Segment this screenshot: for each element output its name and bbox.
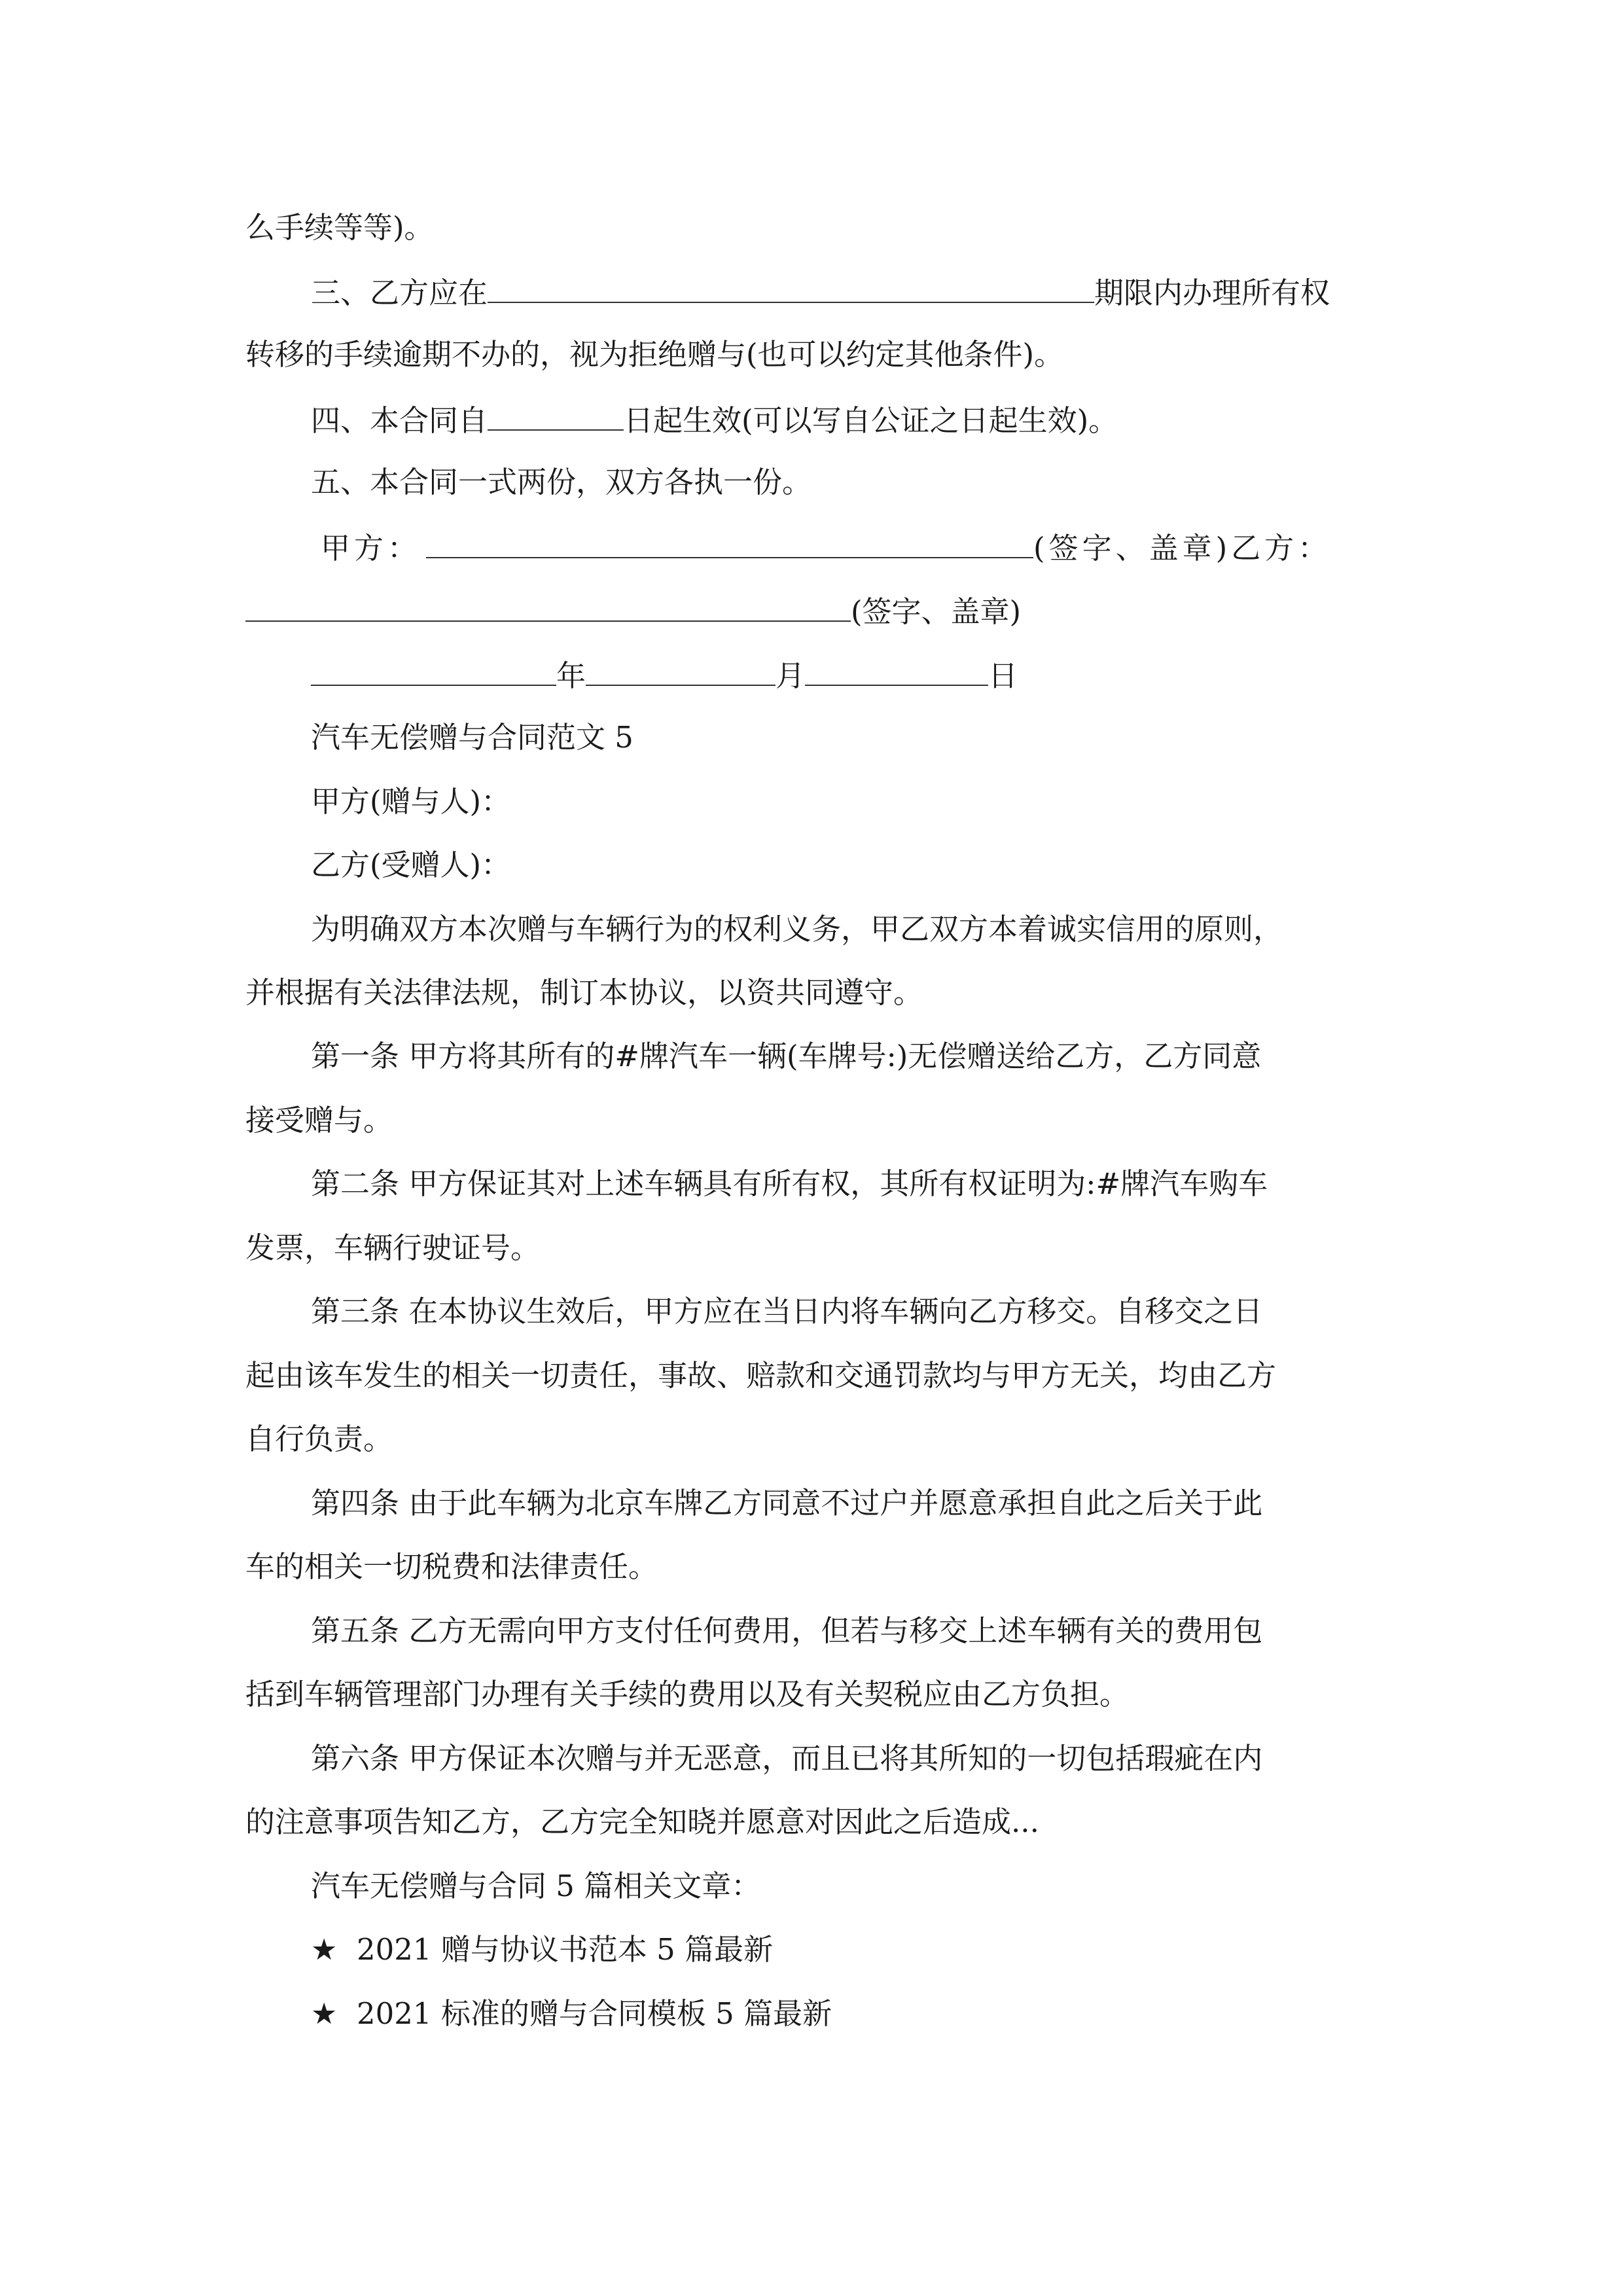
party-b-heading: 乙方(受赠人)： <box>311 848 511 882</box>
article-two: 第二条 甲方保证其对上述车辆具有所有权，其所有权证明为:#牌汽车购车 <box>311 1166 1268 1201</box>
party-a-signature-note: (签字、盖章)乙方： <box>1033 531 1332 565</box>
paragraph-line: 并根据有关法律法规，制订本协议，以资共同遵守。 <box>245 975 923 1010</box>
related-articles-heading: 汽车无偿赠与合同 5 篇相关文章： <box>311 1869 761 1903</box>
clause-three-text: 期限内办理所有权 <box>1094 276 1330 310</box>
star-icon: ★ <box>311 1932 338 1967</box>
related-article-title[interactable]: 2021 赠与协议书范本 5 篇最新 <box>357 1932 774 1967</box>
party-a-signature-blank <box>426 527 1033 558</box>
clause-five: 五、本合同一式两份，双方各执一份。 <box>311 465 812 499</box>
related-article-title[interactable]: 2021 标准的赠与合同模板 5 篇最新 <box>357 1996 832 2031</box>
star-icon: ★ <box>311 1996 338 2031</box>
paragraph-line: 发票，车辆行驶证号。 <box>245 1230 541 1265</box>
paragraph-line: 的注意事项告知乙方，乙方完全知晓并愿意对因此之后造成... <box>245 1804 1039 1839</box>
related-article-link[interactable] <box>311 1994 832 2034</box>
clause-four-text: 日起生效(可以写自公证之日起生效)。 <box>624 403 1118 438</box>
day-blank <box>805 655 988 686</box>
paragraph-line: 么手续等等)。 <box>245 210 434 245</box>
paragraph-line: 起由该车发生的相关一切责任，事故、赔款和交通罚款均与甲方无关，均由乙方 <box>245 1358 1277 1393</box>
article-six: 第六条 甲方保证本次赠与并无恶意，而且已将其所知的一切包括瑕疵在内 <box>311 1741 1263 1776</box>
party-a-label: 甲方： <box>321 531 421 565</box>
paragraph-line: 括到车辆管理部门办理有关手续的费用以及有关契税应由乙方负担。 <box>245 1677 1130 1712</box>
clause-three <box>311 272 1330 311</box>
related-article-link[interactable] <box>311 1930 773 1969</box>
paragraph-line: 为明确双方本次赠与车辆行为的权利义务，甲乙双方本着诚实信用的原则， <box>311 912 1283 946</box>
article-one: 第一条 甲方将其所有的#牌汽车一辆(车牌号:)无偿赠送给乙方，乙方同意 <box>311 1039 1262 1073</box>
article-four: 第四条 由于此车辆为北京车牌乙方同意不过户并愿意承担自此之后关于此 <box>311 1486 1263 1520</box>
article-three: 第三条 在本协议生效后，甲方应在当日内将车辆向乙方移交。自移交之日 <box>311 1294 1263 1329</box>
article-five: 第五条 乙方无需向甲方支付任何费用，但若与移交上述车辆有关的费用包 <box>311 1613 1263 1648</box>
month-blank <box>586 655 776 686</box>
month-label: 月 <box>776 658 806 693</box>
party-b-signature-blank <box>245 590 851 622</box>
party-b-signature-note: (签字、盖章) <box>851 594 1022 629</box>
day-label: 日 <box>988 658 1018 693</box>
year-blank <box>311 655 556 686</box>
party-a-heading: 甲方(赠与人)： <box>311 784 511 819</box>
effective-date-blank <box>488 399 624 431</box>
paragraph-line: 自行负责。 <box>245 1422 393 1456</box>
period-blank <box>488 272 1094 303</box>
paragraph-line: 接受赠与。 <box>245 1103 393 1138</box>
document-section-title: 汽车无偿赠与合同范文 5 <box>311 720 633 755</box>
clause-four-label: 四、本合同自 <box>311 403 488 438</box>
signature-party-a <box>321 527 1331 566</box>
signature-date <box>311 655 1018 694</box>
signature-party-b <box>245 590 1021 630</box>
paragraph-line: 转移的手续逾期不办的，视为拒绝赠与(也可以约定其他条件)。 <box>245 337 1064 372</box>
clause-four <box>311 399 1118 439</box>
clause-three-label: 三、乙方应在 <box>311 276 488 310</box>
year-label: 年 <box>556 658 586 693</box>
paragraph-line: 车的相关一切税费和法律责任。 <box>245 1549 658 1584</box>
